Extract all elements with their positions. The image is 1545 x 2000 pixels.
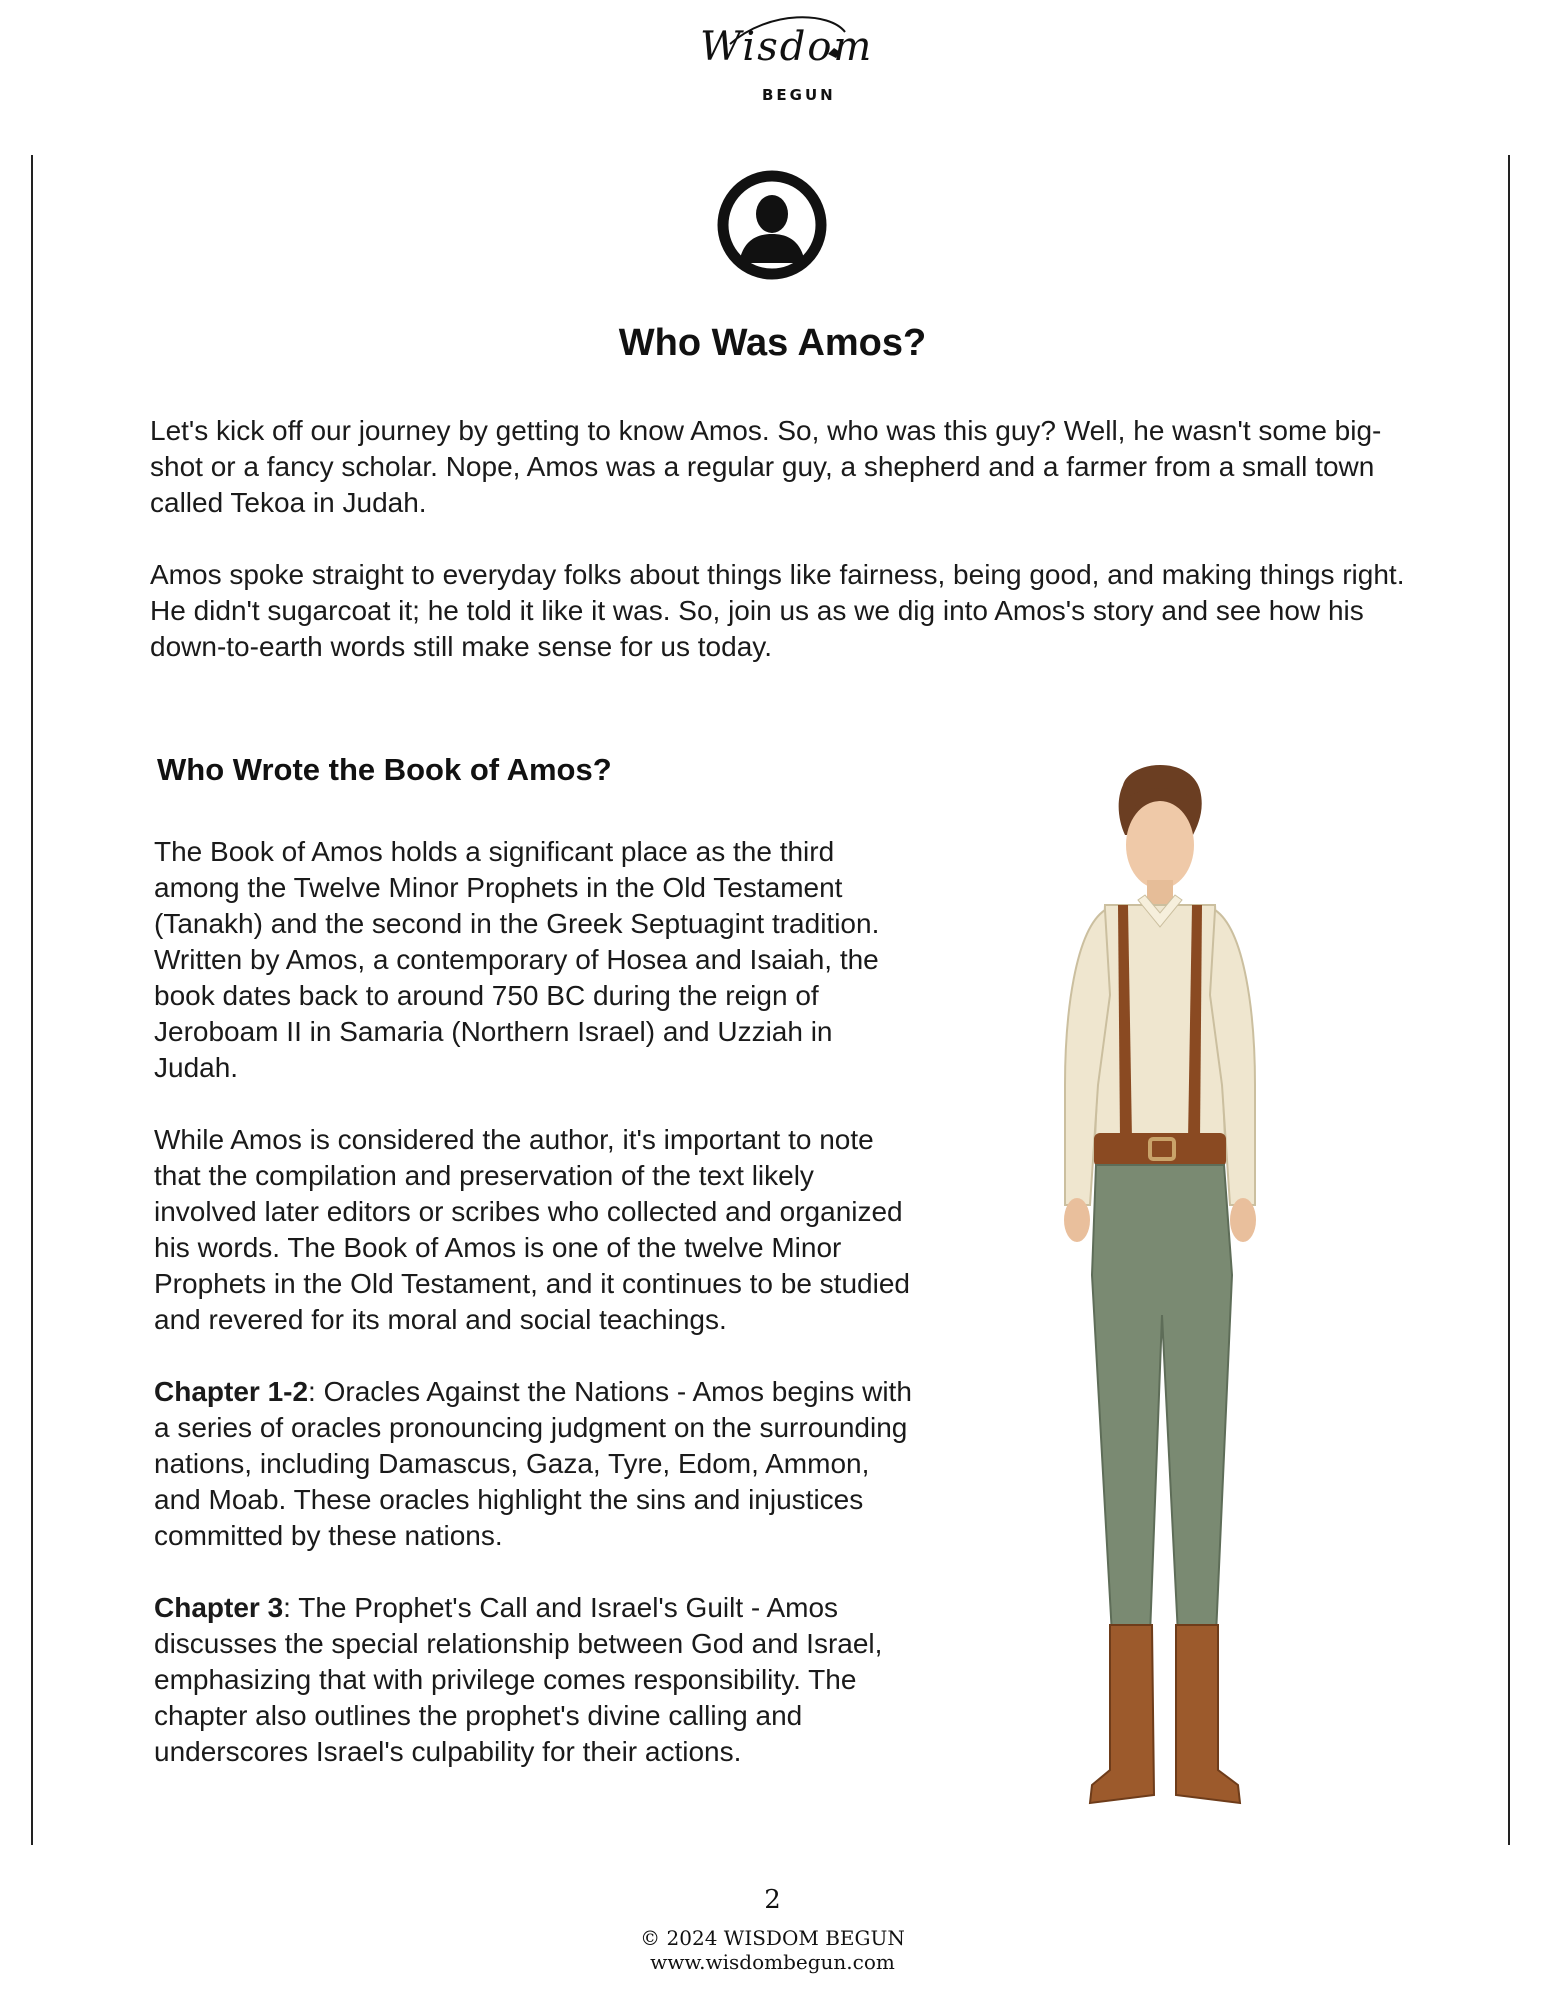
chapter-label: Chapter 3 — [154, 1592, 284, 1623]
chapter-paragraph — [154, 1374, 914, 1554]
website-link[interactable]: www.wisdombegun.com — [650, 1950, 895, 1974]
body-paragraph: While Amos is considered the author, it's important to note that the compilation and preservation of the text likely involved later editors or scribes who collected and organized his words. The Book of Amos is one of the twelve Minor Prophets in the Old Testament, and it continues to be studied and revered for its moral and social teachings. — [154, 1124, 910, 1335]
left-border-rule — [31, 155, 33, 1845]
chapter-text: : The Prophet's Call and Israel's Guilt - Amos discusses the special relationship between God and Israel, emphasizing that with privilege comes responsibility. The chapter also outlines the prophet's divine calling and underscores Israel's culpability for their actions. — [154, 1592, 883, 1767]
brand-logo — [700, 14, 874, 106]
body-paragraph: The Book of Amos holds a significant place as the third among the Twelve Minor Prophets in the Old Testament (Tanakh) and the second in the Greek Septuagint tradition. Written by Amos, a contemporary of Hosea and Isaiah, the book dates back to around 750 BC during the reign of Jeroboam II in Samaria (Northern Israel) and Uzziah in Judah. — [154, 836, 880, 1083]
copyright-notice: © 2024 WISDOM BEGUN — [640, 1926, 905, 1950]
chapter-paragraph — [154, 1590, 914, 1770]
chapter-label: Chapter 1-2 — [154, 1376, 309, 1407]
page-number: 2 — [764, 1885, 781, 1915]
logo-subtext: BEGUN — [762, 86, 836, 104]
chapter-text: : Oracles Against the Nations - Amos begins with a series of oracles pronouncing judgment on the surrounding nations, including Damascus, Gaza, Tyre, Edom, Ammon, and Moab. These oracles highlight the sins and injustices committed by these nations. — [154, 1376, 912, 1551]
logo-script: Wisdom — [700, 24, 874, 70]
section-body — [154, 834, 914, 1806]
right-border-rule — [1508, 155, 1510, 1845]
intro-paragraph: Let's kick off our journey by getting to know Amos. So, who was this guy? Well, he wasn't some big-shot or a fancy scholar. Nope, Amos was a regular guy, a shepherd and a farmer from a small town called Tekoa in Judah. — [150, 415, 1382, 518]
page-title: Who Was Amos? — [618, 322, 927, 364]
person-silhouette-icon — [717, 170, 827, 280]
intro-section — [150, 413, 1410, 701]
section-heading: Who Wrote the Book of Amos? — [157, 752, 612, 787]
amos-illustration — [1010, 755, 1300, 1830]
intro-paragraph: Amos spoke straight to everyday folks about things like fairness, being good, and making things right. He didn't sugarcoat it; he told it like it was. So, join us as we dig into Amos's story and see how his down-to-earth words still make sense for us today. — [150, 559, 1405, 662]
